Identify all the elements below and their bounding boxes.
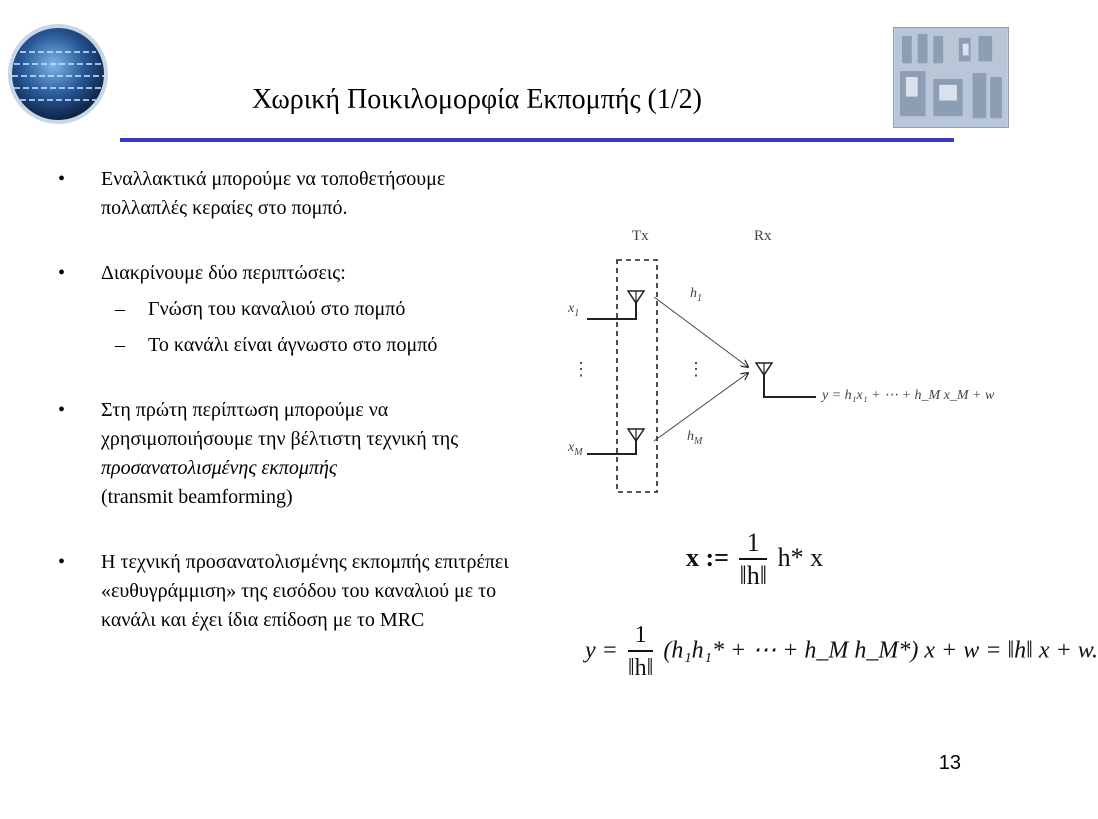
sub-text: Το κανάλι είναι άγνωστο στο πομπό [148, 334, 438, 356]
xM-label: $x_M$ [568, 440, 583, 458]
eq1-fraction [739, 528, 767, 592]
globe-logo-icon [6, 22, 110, 126]
tx1-feed-line [587, 301, 636, 319]
sub-mark: – [115, 298, 125, 320]
tx-box [617, 260, 657, 492]
title-divider [120, 138, 954, 142]
sub-item [58, 295, 528, 324]
eq2-lhs: y = [585, 637, 618, 664]
bullet-mark: • [58, 551, 66, 573]
bullet-text: Διακρίνουμε δύο περιπτώσεις: [101, 262, 346, 284]
bullet-text-english: (transmit beamforming) [101, 486, 293, 508]
sub-mark: – [115, 334, 125, 356]
bullet-mark: • [58, 168, 66, 190]
eq1-denominator: ‖h‖ [739, 561, 768, 590]
x1-label: $x_1$ [568, 301, 580, 319]
eq1-numerator: 1 [739, 528, 767, 560]
bullet-text: Εναλλακτικά μπορούμε να τοποθετήσουμε πολλαπλές κεραίες στο πομπό. [101, 168, 446, 219]
relief-photo [893, 27, 1009, 128]
page-number: 13 [938, 752, 961, 774]
slide-title: Χωρική Ποικιλομορφία Εκπομπής (1/2) [252, 84, 702, 115]
txM-feed-line [587, 439, 636, 454]
beamforming-equation [686, 528, 823, 592]
bullet-text: Στη πρώτη περίπτωση μπορούμε να χρησιμοποιήσουμε την βέλτιστη τεχνική της [101, 399, 459, 450]
eq1-rhs: h* x [777, 542, 824, 572]
h1-label: $h_1$ [690, 286, 702, 304]
sub-text: Γνώση του καναλιού στο πομπό [148, 298, 406, 320]
tx-label: Tx [632, 228, 649, 244]
bullet-item [58, 396, 528, 512]
rx-label: Rx [754, 228, 772, 244]
hM-arrow [654, 373, 748, 441]
eq1-lhs: x := [686, 542, 729, 572]
h1-arrow [654, 297, 748, 367]
eq2-fraction [628, 620, 653, 684]
transmit-diversity-diagram [560, 215, 1000, 515]
bullet-mark: • [58, 399, 66, 421]
bullet-list [58, 165, 528, 635]
bullet-item [58, 165, 528, 223]
bullet-item [58, 259, 528, 288]
hM-label: $h_M$ [687, 429, 703, 447]
output-equation: y = h₁x₁ + ⋯ + h_M x_M + w [822, 388, 995, 403]
sub-item [58, 331, 528, 360]
eq2-rhs: (h₁h₁* + ⋯ + h_M h_M*) x + w = ‖h‖ x + w. [663, 637, 1098, 664]
eq2-denominator: ‖h‖ [627, 655, 654, 681]
bullet-italic-term: προσανατολισμένης εκπομπής [101, 457, 338, 479]
channel-dots: ⋮ [687, 359, 705, 379]
bullet-item [58, 548, 528, 635]
rx-output-line [764, 375, 816, 397]
bullet-mark: • [58, 262, 66, 284]
tx-dots: ⋮ [572, 359, 590, 379]
bullet-text: Η τεχνική προσανατολισμένης εκπομπής επιτρέπει «ευθυγράμμιση» της εισόδου του καναλιού με το κανάλι και έχει ίδια επίδοση με το MRC [101, 551, 509, 631]
output-snr-equation [585, 620, 1098, 684]
eq2-numerator: 1 [628, 620, 653, 652]
